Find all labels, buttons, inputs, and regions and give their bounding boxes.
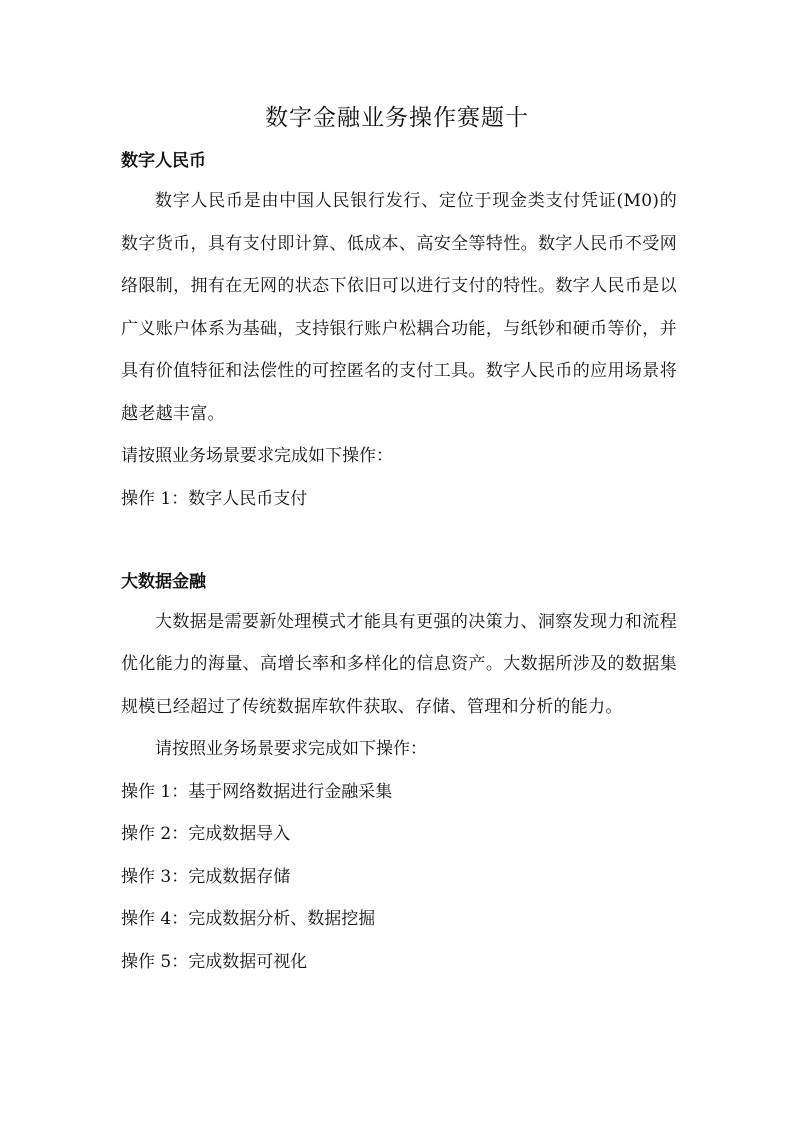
blank-line	[121, 520, 677, 563]
section-heading-big-data: 大数据金融	[121, 571, 206, 592]
document-body	[121, 142, 677, 983]
operation-item: 操作 5：完成数据可视化	[121, 951, 308, 972]
section-heading-digital-rmb: 数字人民币	[121, 151, 206, 171]
document-title: 数字金融业务操作赛题十	[265, 105, 529, 131]
operation-item: 操作 2：完成数据导入	[121, 824, 291, 844]
instruction-text: 请按照业务场景要求完成如下操作：	[121, 446, 393, 466]
operation-item: 操作 4：完成数据分析、数据挖掘	[121, 909, 376, 929]
operation-item: 操作 1：基于网络数据进行金融采集	[121, 781, 393, 802]
operation-item: 操作 3：完成数据存储	[121, 866, 291, 887]
operation-item: 操作 1：数字人民币支付	[121, 488, 308, 509]
section-paragraph-big-data: 大数据是需要新处理模式才能具有更强的决策力、洞察发现力和流程优化能力的海量、高增长率和多样化的信息资产。大数据所涉及的数据集规模已经超过了传统数据库软件获取、存储、管理和分析的能力。	[121, 611, 677, 717]
instruction-text: 请按照业务场景要求完成如下操作：	[155, 739, 427, 759]
section-paragraph-digital-rmb: 数字人民币是由中国人民银行发行、定位于现金类支付凭证(M0)的数字货币，具有支付即计算、低成本、高安全等特性。数字人民币不受网络限制，拥有在无网的状态下依旧可以进行支付的特性。数字人民币是以广义账户体系为基础，支持银行账户松耦合功能，与纸钞和硬币等价，并具有价值特征和法偿性的可控匿名的支付工具。数字人民币的应用场景将越老越丰富。	[121, 191, 677, 424]
